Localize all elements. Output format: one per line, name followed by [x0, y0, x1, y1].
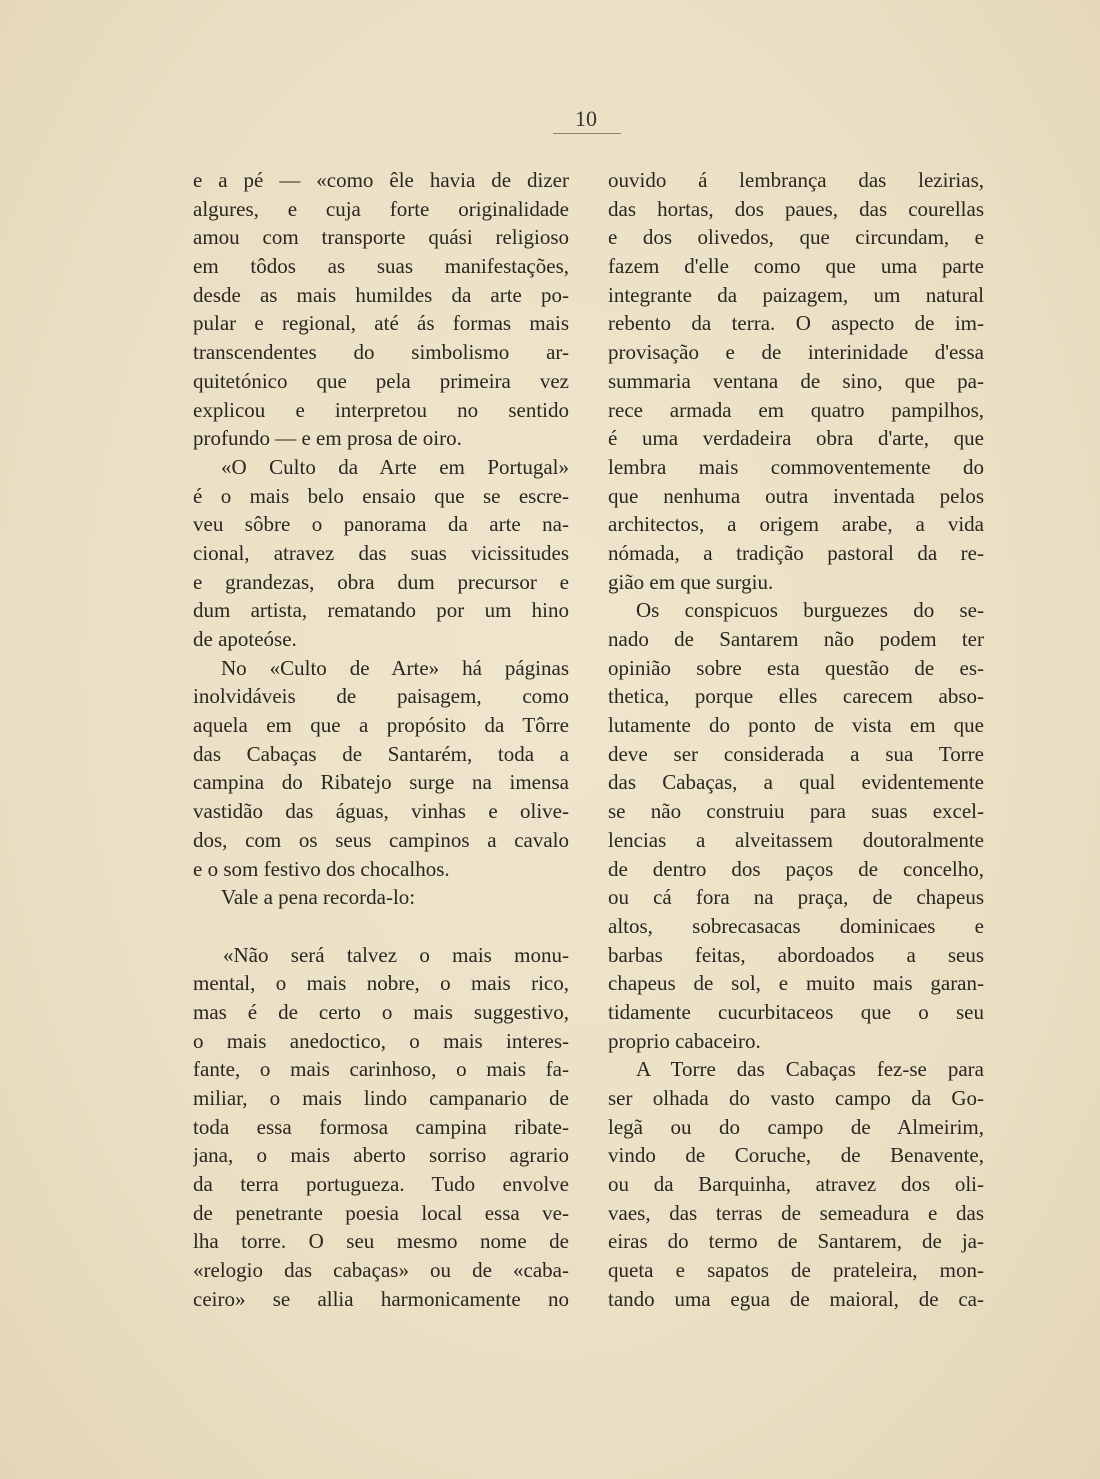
text-line: veu sôbre o panorama da arte na-	[193, 512, 569, 537]
text-line: ceiro» se allia harmonicamente no	[193, 1286, 569, 1311]
text-line: cional, atravez das suas vicissitudes	[193, 540, 569, 565]
right-text-column	[608, 166, 984, 1314]
text-line: em tôdos as suas manifestações,	[193, 254, 569, 279]
text-line: toda essa formosa campina ribate-	[193, 1114, 569, 1139]
text-line: integrante da paizagem, um natural	[608, 282, 984, 307]
text-line: aquela em que a propósito da Tôrre	[193, 713, 569, 738]
text-line: explicou e interpretou no sentido	[193, 397, 569, 422]
text-line: architectos, a origem arabe, a vida	[608, 512, 984, 537]
text-line: lencias a alveitassem doutoralmente	[608, 827, 984, 852]
text-line: tidamente cucurbitaceos que o seu	[608, 999, 984, 1024]
text-line: barbas feitas, abordoados a seus	[608, 942, 984, 967]
text-line: e a pé — «como êle havia de dizer	[193, 168, 569, 192]
text-line: é o mais belo ensaio que se escre-	[193, 483, 569, 508]
text-line: proprio cabaceiro.	[608, 1028, 761, 1053]
page-number: 10	[575, 106, 597, 131]
text-line: é uma verdadeira obra d'arte, que	[608, 426, 984, 451]
text-line: rebento da terra. O aspecto de im-	[608, 311, 984, 336]
text-line: queta e sapatos de prateleira, mon-	[608, 1258, 984, 1283]
text-line: ou da Barquinha, atravez dos oli-	[608, 1172, 984, 1197]
text-line: e o som festivo dos chocalhos.	[193, 856, 450, 881]
text-line: se não construiu para suas excel-	[608, 799, 984, 824]
text-line: das hortas, dos paues, das courellas	[608, 196, 984, 221]
text-line: «Não será talvez o mais monu-	[223, 942, 569, 967]
text-line: de dentro dos paços de concelho,	[608, 856, 984, 881]
text-line: de apoteóse.	[193, 627, 297, 651]
text-line: Os conspicuos burguezes do se-	[636, 598, 984, 623]
text-line: e grandezas, obra dum precursor e	[193, 569, 569, 594]
blank-line	[193, 912, 569, 941]
text-line: Vale a pena recorda-lo:	[221, 885, 416, 910]
text-line: vaes, das terras de semeadura e das	[608, 1200, 984, 1225]
text-line: «relogio das cabaças» ou de «caba-	[193, 1258, 569, 1283]
text-line: algures, e cuja forte originalidade	[193, 196, 569, 221]
text-line: fante, o mais carinhoso, o mais fa-	[193, 1057, 569, 1082]
text-line: nado de Santarem não podem ter	[608, 627, 984, 651]
text-line: mas é de certo o mais suggestivo,	[193, 999, 569, 1024]
text-line: lutamente do ponto de vista em que	[608, 713, 984, 738]
text-line: rece armada em quatro pampilhos,	[608, 397, 984, 422]
text-line: inolvidáveis de paisagem, como	[193, 684, 569, 709]
text-line: chapeus de sol, e muito mais garan-	[608, 971, 984, 996]
text-line: de penetrante poesia local essa ve-	[193, 1200, 569, 1225]
text-line: que nenhuma outra inventada pelos	[608, 483, 984, 508]
text-line: das Cabaças de Santarém, toda a	[193, 741, 569, 766]
text-line: jana, o mais aberto sorriso agrario	[193, 1143, 569, 1168]
text-line: gião em que surgiu.	[608, 569, 774, 594]
text-line: vindo de Coruche, de Benavente,	[608, 1143, 984, 1168]
text-line: tando uma egua de maioral, de ca-	[608, 1286, 984, 1311]
text-line: pular e regional, até ás formas mais	[193, 311, 569, 336]
text-line: altos, sobrecasacas dominicaes e	[608, 913, 984, 938]
text-line: provisação e de interinidade d'essa	[608, 340, 984, 365]
text-line: eiras do termo de Santarem, de ja-	[608, 1229, 984, 1254]
text-line: quitetónico que pela primeira vez	[193, 368, 569, 393]
text-line: dos, com os seus campinos a cavalo	[193, 827, 569, 852]
text-line: profundo — e em prosa de oiro.	[193, 426, 462, 451]
text-line: nómada, a tradição pastoral da re-	[608, 540, 984, 565]
text-line: campina do Ribatejo surge na imensa	[193, 770, 569, 795]
text-line: thetica, porque elles carecem abso-	[608, 684, 984, 709]
page-number-rule	[553, 133, 621, 134]
text-line: ou cá fora na praça, de chapeus	[608, 885, 984, 910]
text-line: «O Culto da Arte em Portugal»	[221, 454, 569, 479]
text-line: fazem d'elle como que uma parte	[608, 254, 984, 279]
text-line: opinião sobre esta questão de es-	[608, 655, 984, 680]
text-line: das Cabaças, a qual evidentemente	[608, 770, 984, 795]
text-line: ser olhada do vasto campo da Go-	[608, 1086, 984, 1110]
text-line: summaria ventana de sino, que pa-	[608, 368, 984, 393]
text-line: da terra portugueza. Tudo envolve	[193, 1172, 569, 1197]
text-line: dum artista, rematando por um hino	[193, 598, 569, 623]
text-line: e dos olivedos, que circundam, e	[608, 225, 984, 250]
text-line: deve ser considerada a sua Torre	[608, 741, 984, 766]
text-line: amou com transporte quási religioso	[193, 225, 569, 250]
text-line: desde as mais humildes da arte po-	[193, 282, 569, 307]
text-line: lha torre. O seu mesmo nome de	[193, 1229, 569, 1254]
text-line: miliar, o mais lindo campanario de	[193, 1086, 569, 1110]
text-line: A Torre das Cabaças fez-se para	[636, 1057, 984, 1082]
text-line: vastidão das águas, vinhas e olive-	[193, 799, 569, 824]
text-line: mental, o mais nobre, o mais rico,	[193, 971, 569, 996]
text-line: legã ou do campo de Almeirim,	[608, 1114, 984, 1139]
text-line: No «Culto de Arte» há páginas	[221, 655, 569, 680]
text-line: transcendentes do simbolismo ar-	[193, 340, 569, 365]
left-text-column	[193, 166, 569, 1314]
text-line: o mais anedoctico, o mais interes-	[193, 1028, 569, 1053]
text-line: lembra mais commoventemente do	[608, 454, 984, 479]
text-line: ouvido á lembrança das lezirias,	[608, 168, 984, 192]
